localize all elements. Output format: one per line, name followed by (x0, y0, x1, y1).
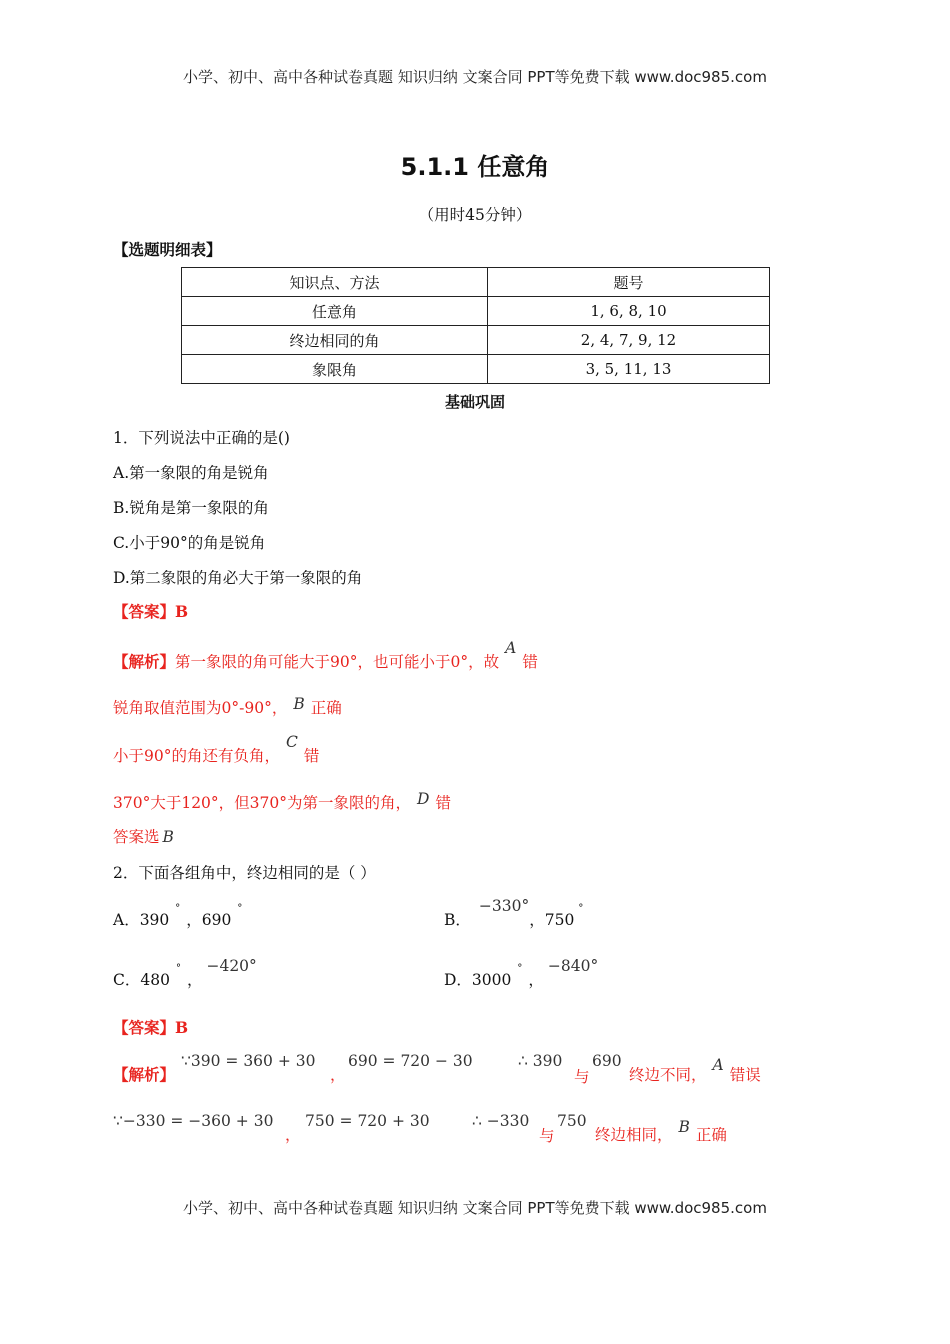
option-symbol: A (712, 1056, 724, 1074)
table-cell: 3, 5, 11, 13 (488, 355, 770, 384)
math-expression: 750 (557, 1112, 587, 1130)
q1-option-c: C.小于90°的角是锐角 (113, 534, 266, 552)
degree-sign: ° (175, 903, 181, 914)
therefore-expression: ∴ −330 (472, 1112, 530, 1130)
q2-comma: ， (330, 1066, 346, 1084)
degree-sign: ° (237, 903, 243, 914)
option-symbol: B (293, 695, 305, 713)
degree-sign: ° (175, 963, 181, 974)
q2-option-a (113, 903, 243, 930)
analysis-label: 【解析】 (113, 1065, 176, 1084)
math-expression: = 720 + 30 (339, 1112, 430, 1130)
q2-and: 与 (539, 1127, 555, 1145)
degree-sign: ° (517, 963, 523, 974)
q2-option-c (113, 957, 257, 990)
table-cell: 任意角 (182, 297, 488, 326)
math-expression: −840° (547, 957, 599, 975)
table-caption: 【选题明细表】 (113, 240, 222, 259)
analysis-tail: 错 (303, 747, 320, 765)
option-text: B． (444, 911, 471, 929)
q1-analysis-line (113, 696, 342, 718)
analysis-label: 【解析】 (113, 652, 176, 671)
q1-answer: 【答案】B (113, 602, 189, 621)
analysis-tail: 错 (435, 794, 451, 812)
final-text: 答案选 (113, 828, 160, 846)
q2-math-line (113, 1112, 273, 1130)
analysis-tail: 正确 (310, 699, 342, 717)
q1-analysis-line (113, 639, 538, 672)
page-header: 小学、初中、高中各种试卷真题 知识归纳 文案合同 PPT等免费下载 www.doc985.com (183, 68, 767, 86)
table-header-cell: 题号 (488, 268, 770, 297)
table-header-row (182, 268, 770, 297)
math-expression: −330 (122, 1112, 166, 1130)
analysis-text: 锐角取值范围为0°-90°， (113, 699, 288, 717)
table-cell: 1, 6, 8, 10 (488, 297, 770, 326)
option-symbol: B (678, 1118, 690, 1136)
option-text: ，750 (529, 911, 575, 929)
table-row (182, 326, 770, 355)
q2-stem: 2．下面各组角中，终边相同的是（ ） (113, 864, 376, 882)
q2-analysis-text (595, 1118, 727, 1145)
option-text: A．390 (113, 911, 170, 929)
q1-option-b: B.锐角是第一象限的角 (113, 499, 269, 517)
analysis-tail: 正确 (695, 1126, 727, 1144)
topic-table (181, 267, 770, 384)
option-symbol: D (417, 790, 430, 808)
because-symbol: ∵ (181, 1052, 191, 1070)
q2-math-line (305, 1112, 430, 1130)
table-row (182, 297, 770, 326)
analysis-tail: 错 (522, 653, 538, 671)
option-text: C．480 (113, 971, 170, 989)
analysis-text: 小于90°的角还有负角， (113, 747, 280, 765)
page-title: 5.1.1 任意角 (400, 153, 550, 181)
option-text: ，690 (186, 911, 232, 929)
q2-option-d (444, 957, 599, 990)
q1-final-answer (113, 825, 174, 847)
q1-option-a: A.第一象限的角是锐角 (113, 464, 269, 482)
table-cell: 2, 4, 7, 9, 12 (488, 326, 770, 355)
q1-analysis-line (113, 733, 320, 766)
table-cell: 象限角 (182, 355, 488, 384)
math-expression: 690 (348, 1052, 378, 1070)
math-expression: = 360 + 30 (225, 1052, 316, 1070)
math-expression: = 720 − 30 (382, 1052, 473, 1070)
math-expression: −330° (478, 897, 530, 915)
q2-math-line (181, 1052, 315, 1070)
duration-note: （用时45分钟） (418, 206, 532, 224)
degree-sign: ° (578, 903, 584, 914)
because-symbol: ∵ (113, 1112, 123, 1130)
therefore-expression: ∴ 390 (518, 1052, 563, 1070)
table-cell: 终边相同的角 (182, 326, 488, 355)
math-expression: −420° (206, 957, 257, 975)
math-expression: 390 (190, 1052, 221, 1070)
q2-answer: 【答案】B (113, 1018, 189, 1037)
q1-stem: 1．下列说法中正确的是() (113, 429, 290, 447)
q1-analysis-line (113, 791, 451, 813)
math-expression: = −360 + 30 (170, 1112, 274, 1130)
option-text: ， (528, 971, 544, 989)
analysis-text: 第一象限的角可能大于90°，也可能小于0°，故 (175, 653, 500, 671)
section-title: 基础巩固 (444, 393, 505, 411)
analysis-text: 终边不同， (629, 1066, 707, 1084)
analysis-text: 370°大于120°，但370°为第一象限的角， (113, 794, 412, 812)
option-symbol: A (505, 639, 517, 657)
analysis-text: 终边相同， (595, 1126, 673, 1144)
table-row (182, 355, 770, 384)
q2-comma: ， (285, 1126, 301, 1144)
analysis-tail: 错误 (729, 1066, 761, 1084)
option-text: D．3000 (444, 971, 512, 989)
math-expression: 750 (305, 1112, 335, 1130)
q2-option-b (444, 897, 584, 930)
q1-option-d: D.第二象限的角必大于第一象限的角 (113, 569, 363, 587)
q2-analysis-line (113, 1063, 175, 1085)
option-symbol: B (162, 828, 174, 846)
q2-and: 与 (574, 1068, 590, 1086)
table-header-cell: 知识点、方法 (182, 268, 488, 297)
q2-analysis-text (629, 1056, 761, 1085)
option-symbol: C (285, 733, 298, 751)
math-expression: 690 (592, 1052, 622, 1070)
page-footer: 小学、初中、高中各种试卷真题 知识归纳 文案合同 PPT等免费下载 www.doc985.com (183, 1199, 767, 1217)
option-text: ， (186, 971, 203, 989)
q2-math-line (348, 1052, 473, 1070)
